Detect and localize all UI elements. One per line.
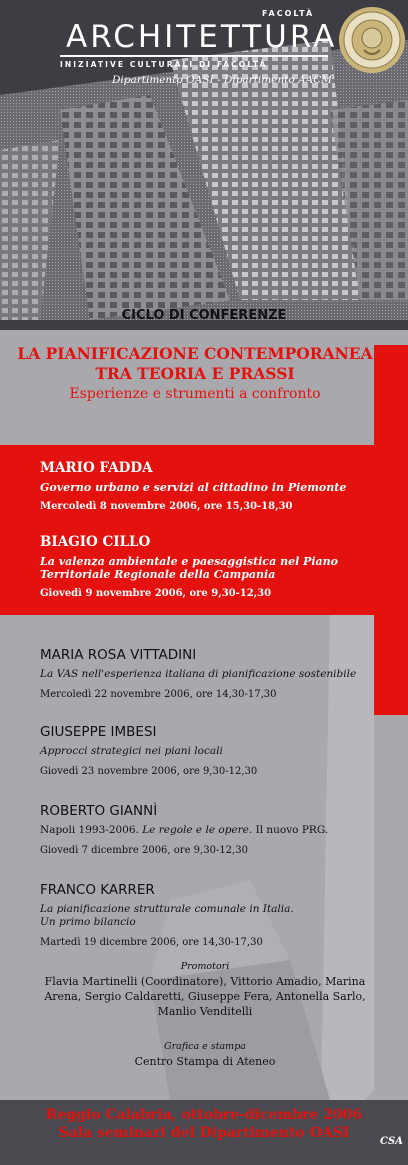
architettura-title: ARCHITETTURA <box>66 19 338 55</box>
speaker-name: FRANCO KARRER <box>40 882 155 898</box>
speaker-date: Martedì 19 dicembre 2006, ore 14,30-17,30 <box>40 937 263 948</box>
footer <box>0 1106 408 1142</box>
speaker-name: BIAGIO CILLO <box>40 534 151 550</box>
title-line-3: Esperienze e strumenti a confronto <box>69 386 321 402</box>
speaker-imbesi <box>40 724 257 778</box>
speaker-name: MARIO FADDA <box>40 460 153 476</box>
speaker-topic: La VAS nell'esperienza italiana di pianificazione sostenibile <box>40 668 357 680</box>
promotori-section <box>30 960 380 1019</box>
speaker-name: GIUSEPPE IMBESI <box>40 724 157 740</box>
footer-line-2: Sala seminari del Dipartimento OASI <box>58 1125 350 1141</box>
speaker-date: Mercoledì 22 novembre 2006, ore 14,30-17,30 <box>40 689 277 700</box>
title-line-1: LA PIANIFICAZIONE CONTEMPORANEA <box>17 344 373 363</box>
speaker-topic-b: Le regole e le opere. <box>142 824 253 836</box>
speaker-topic: Governo urbano e servizi al cittadino in Piemonte <box>40 481 347 494</box>
header-divider <box>60 55 328 57</box>
promotori-line-1: Flavia Martinelli (Coordinatore), Vittorio Amadio, Marina <box>44 975 366 988</box>
speaker-date: Giovedì 9 novembre 2006, ore 9,30-12,30 <box>40 588 272 599</box>
promotori-line-3: Manlio Venditelli <box>157 1005 253 1018</box>
facolta-label: FACOLTÀ <box>262 9 315 18</box>
grafica-text: Centro Stampa di Ateneo <box>134 1055 276 1068</box>
grafica-heading: Grafica e stampa <box>164 1041 246 1052</box>
ciclo-heading: CICLO DI CONFERENZE <box>121 308 287 323</box>
departments-label: Dipartimento OASI - Dipartimento AACM <box>112 74 333 86</box>
promotori-heading: Promotori <box>180 961 230 972</box>
speaker-topic-2: Territoriale Regionale della Campania <box>40 568 276 581</box>
conference-title <box>0 344 390 404</box>
speaker-karrer <box>40 882 294 949</box>
speaker-topic-1: La pianificazione strutturale comunale in Italia. <box>40 903 294 915</box>
speaker-topic-c: Il nuovo PRG. <box>255 824 329 836</box>
speaker-date: Giovedì 7 dicembre 2006, ore 9,30-12,30 <box>40 845 248 856</box>
iniziative-subtitle: INIZIATIVE CULTURALI DI FACOLTÀ <box>60 60 268 69</box>
title-line-2: TRA TEORIA E PRASSI <box>95 364 295 383</box>
speaker-topic <box>40 824 328 837</box>
speaker-date: Giovedì 23 novembre 2006, ore 9,30-12,30 <box>40 766 258 777</box>
speaker-topic: Approcci strategici nei piani locali <box>40 745 223 757</box>
speaker-fadda <box>40 460 346 513</box>
university-seal-icon <box>338 6 406 74</box>
speaker-vittadini <box>40 647 356 701</box>
csa-logo: CSA <box>380 1136 403 1147</box>
header <box>0 0 408 90</box>
speaker-topic-1: La valenza ambientale e paesaggistica nel Piano <box>40 555 338 568</box>
speaker-cillo <box>40 534 338 600</box>
speaker-name: MARIA ROSA VITTADINI <box>40 647 197 663</box>
speaker-topic-2: Un primo bilancio <box>40 916 136 928</box>
promotori-line-2: Arena, Sergio Caldaretti, Giuseppe Fera, Antonella Sarlo, <box>44 990 366 1003</box>
speaker-gianni <box>40 803 328 857</box>
grafica-section <box>30 1040 380 1069</box>
speaker-date: Mercoledì 8 novembre 2006, ore 15,30-18,30 <box>40 501 293 512</box>
speaker-topic-a: Napoli 1993-2006. <box>40 824 139 836</box>
footer-line-1: Reggio Calabria, ottobre-dicembre 2006 <box>45 1107 363 1123</box>
speaker-name: ROBERTO GIANNÌ <box>40 803 158 819</box>
